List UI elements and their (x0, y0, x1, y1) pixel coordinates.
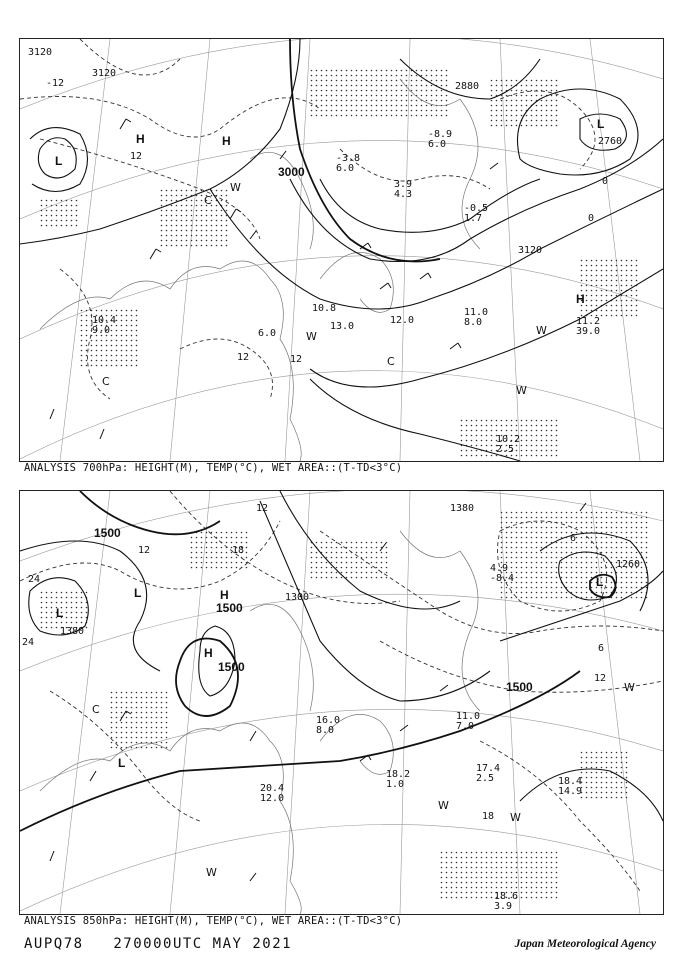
chart-time: 270000UTC MAY 2021 (113, 936, 293, 952)
station-value: -8.4 (490, 573, 515, 584)
station-value: 18.4 (558, 776, 583, 787)
isotherm-label: 0 (588, 213, 595, 224)
warm-center: W (206, 866, 217, 879)
station-value: 39.0 (576, 326, 601, 337)
map-850hpa (20, 491, 663, 914)
high-center: H (204, 646, 213, 660)
cold-center: C (92, 703, 100, 716)
isotherm-label: 12 (130, 151, 143, 162)
isotherm-label: 12 (594, 673, 607, 684)
warm-center: W (516, 384, 527, 397)
isotherm-label: 18 (482, 811, 495, 822)
isotherm-label: 24 (28, 574, 41, 585)
chart-code: AUPQ78 (24, 936, 84, 952)
wet-area (38, 69, 640, 459)
contour-label: 3120 (518, 245, 543, 256)
low-center: L (55, 154, 63, 168)
chart-700hpa (19, 38, 664, 462)
station-value: 3.9 (394, 179, 413, 190)
station-value: 14.9 (558, 786, 583, 797)
coastline (40, 79, 483, 461)
isotherm-label: -12 (46, 78, 65, 89)
warm-center: W (536, 324, 547, 337)
contour-label: 1380 (450, 503, 475, 514)
station-value: 12.0 (390, 315, 415, 326)
station-value: -0.5 (464, 203, 489, 214)
warm-center: W (306, 330, 317, 343)
station-value: 2.5 (476, 773, 495, 784)
station-value: 6.0 (258, 328, 277, 339)
agency-name: Japan Meteorological Agency (514, 938, 656, 950)
station-value: 3.9 (494, 901, 513, 912)
warm-center: W (230, 181, 241, 194)
high-center: H (576, 292, 585, 306)
caption-700hpa: ANALYSIS 700hPa: HEIGHT(M), TEMP(°C), WET AREA::(T-TD<3°C) (24, 462, 403, 474)
contour-label: 1500 (216, 601, 243, 615)
station-value: 6.0 (428, 139, 447, 150)
high-center: H (220, 588, 229, 602)
high-center: H (222, 134, 231, 148)
warm-center: W (510, 811, 521, 824)
station-value: 6.0 (336, 163, 355, 174)
station-value: 18.2 (386, 769, 411, 780)
map-700hpa (20, 39, 663, 461)
contour-label: 1300 (285, 592, 310, 603)
low-center: L (596, 575, 604, 589)
isotherm-label: 18 (232, 545, 245, 556)
isotherm-label: 24 (22, 637, 35, 648)
station-value: 8.0 (464, 317, 483, 328)
station-value: 11.2 (576, 316, 601, 327)
high-center: H (136, 132, 145, 146)
station-value: 9.0 (92, 325, 111, 336)
cold-center: C (387, 355, 395, 368)
contour-label: 1500 (506, 680, 533, 694)
station-value: -8.9 (428, 129, 453, 140)
station-value: -3.8 (336, 153, 361, 164)
chart-identifier (24, 936, 292, 952)
station-value: 20.4 (260, 783, 285, 794)
station-value: 1.0 (386, 779, 405, 790)
station-value: 10.2 (496, 434, 521, 445)
station-value: 1.7 (464, 213, 483, 224)
chart-850hpa (19, 490, 664, 915)
contour-label: 1500 (94, 526, 121, 540)
isotherm-label: 6 (598, 643, 605, 654)
coastline (40, 531, 480, 914)
station-value: 10.8 (312, 303, 337, 314)
contour-label: 3120 (28, 47, 53, 58)
isotherm-label: 12 (237, 352, 250, 363)
isotherm-label: 12 (138, 545, 151, 556)
station-value: 11.0 (464, 307, 489, 318)
isotherm-label: 12 (290, 354, 303, 365)
cold-center: C (204, 194, 212, 207)
contour-label: 1500 (218, 660, 245, 674)
station-value: 4.9 (490, 563, 509, 574)
contour-label: 2880 (455, 81, 480, 92)
station-value: 17.4 (476, 763, 501, 774)
contour-label: 1380 (60, 626, 85, 637)
contour-1500 (20, 671, 583, 831)
caption-850hpa: ANALYSIS 850hPa: HEIGHT(M), TEMP(°C), WET AREA::(T-TD<3°C) (24, 915, 403, 927)
station-value: 16.0 (316, 715, 341, 726)
low-center: L (118, 756, 126, 770)
low-center: L (56, 606, 64, 620)
contour-label: 3120 (92, 68, 117, 79)
station-value: 11.0 (456, 711, 481, 722)
contour-label: 1260 (616, 559, 641, 570)
station-value: 2.5 (496, 444, 515, 455)
station-value: 13.0 (330, 321, 355, 332)
isotherm-label: 6 (570, 533, 577, 544)
wind-barbs (50, 119, 498, 439)
station-value: 4.3 (394, 189, 413, 200)
station-value: 8.0 (316, 725, 335, 736)
warm-center: W (624, 681, 635, 694)
station-value: 12.0 (260, 793, 285, 804)
contour-label: 2760 (598, 136, 623, 147)
contour-label: 3000 (278, 165, 305, 179)
cold-center: C (102, 375, 110, 388)
station-value: 10.4 (92, 315, 117, 326)
isotherm-label: 0 (602, 176, 609, 187)
isotherm-label: 12 (256, 503, 269, 514)
station-value: 7.0 (456, 721, 475, 732)
low-center: L (134, 586, 142, 600)
warm-center: W (438, 799, 449, 812)
low-center: L (597, 117, 605, 131)
station-value: 18.6 (494, 891, 519, 902)
